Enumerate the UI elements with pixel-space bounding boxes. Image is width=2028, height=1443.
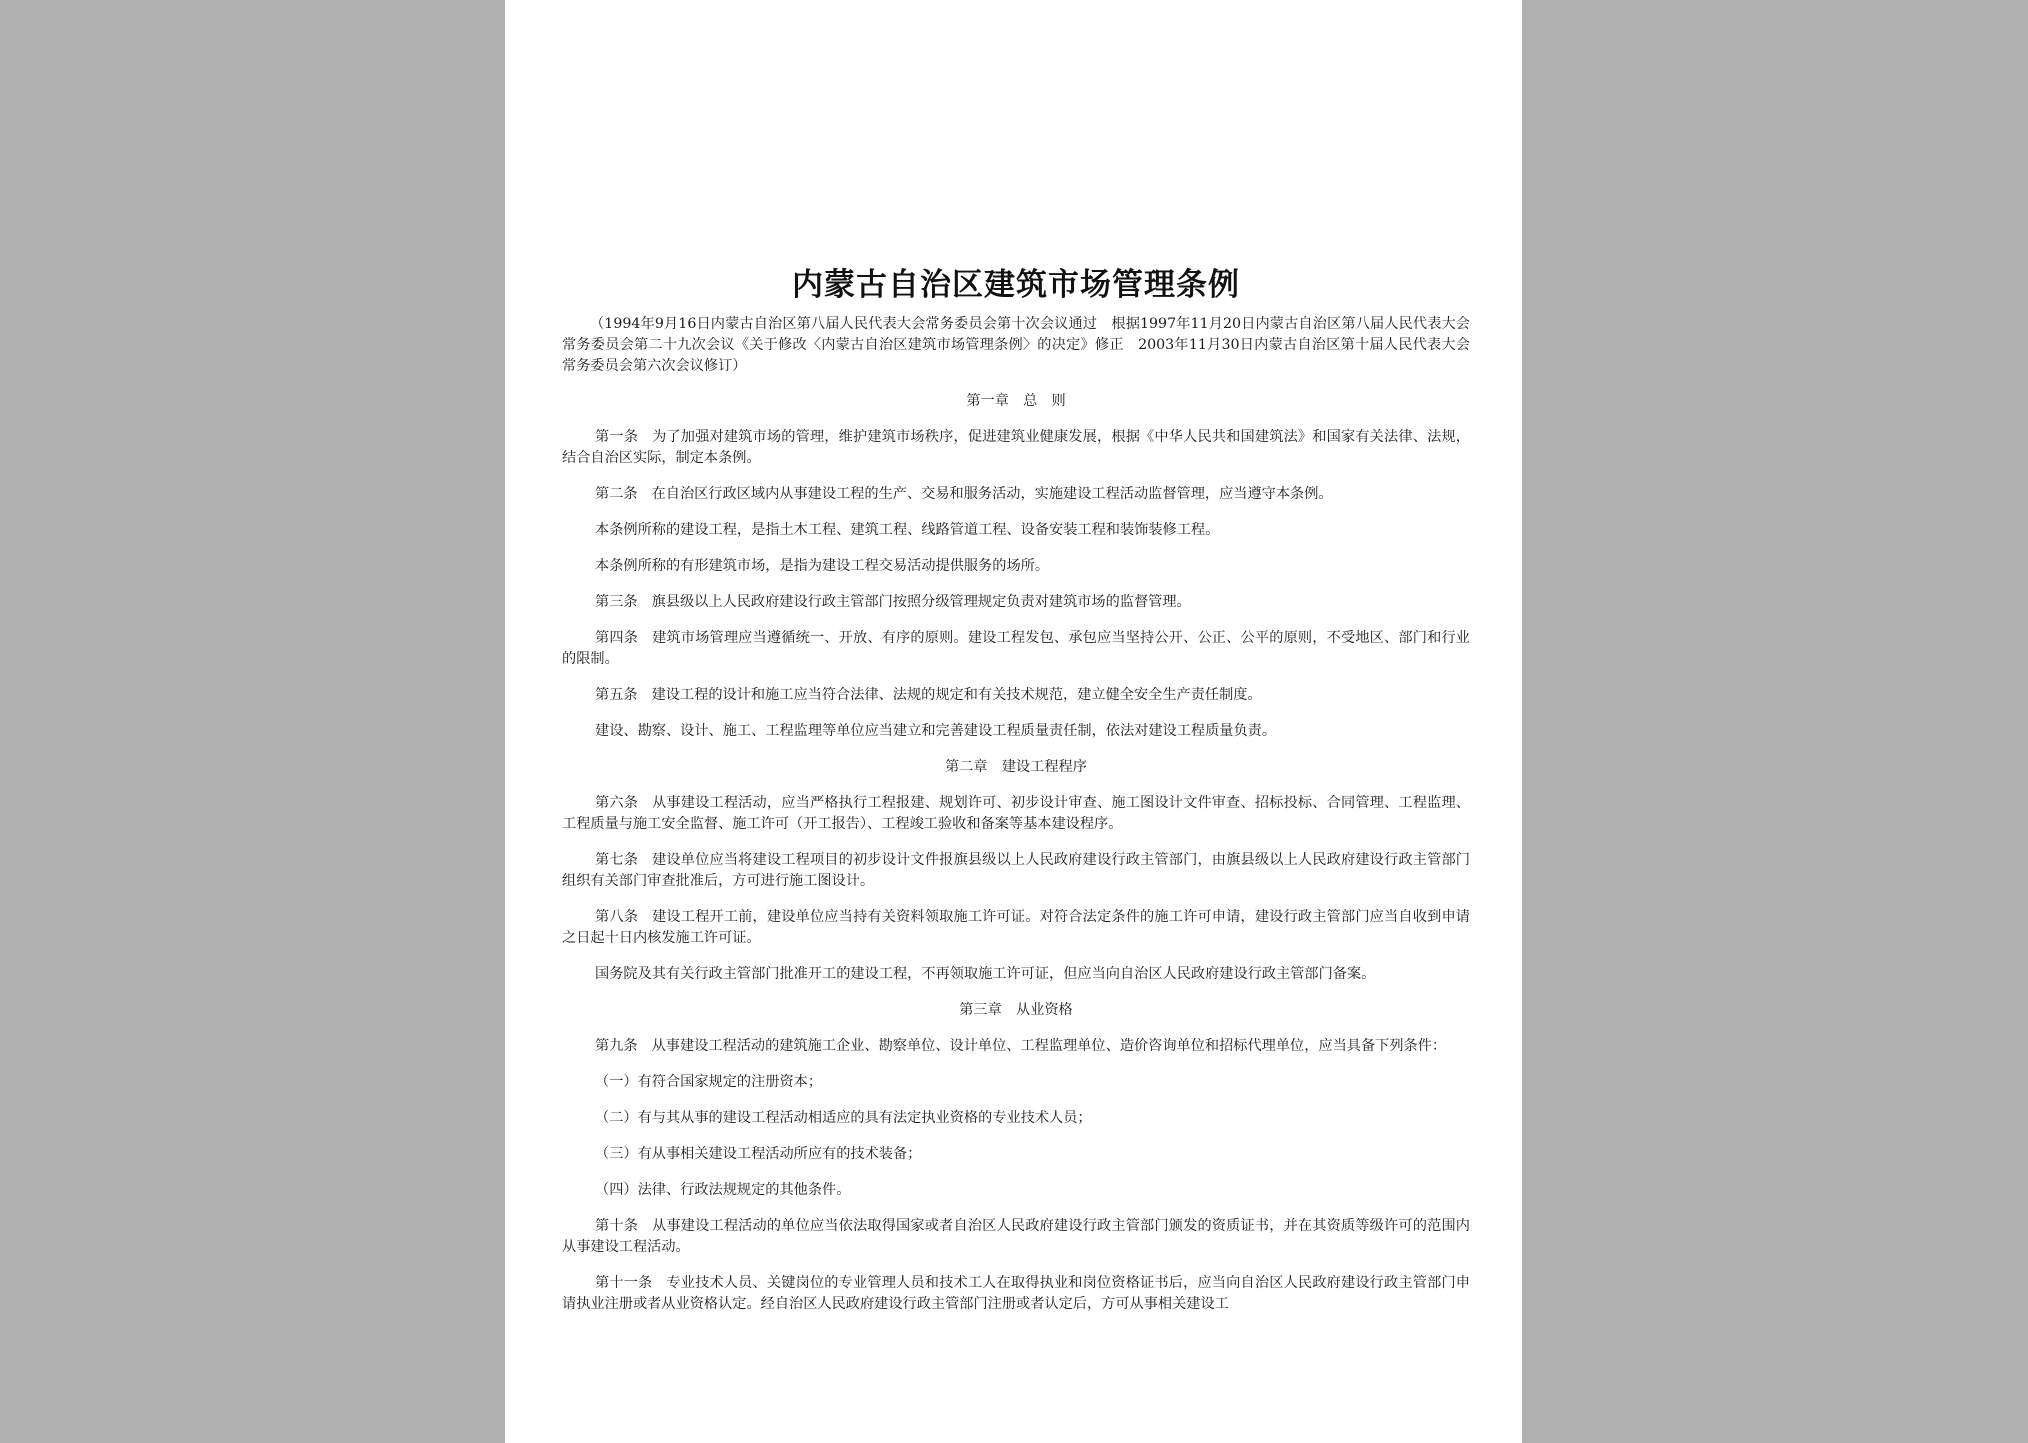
chapter-heading: 第三章 从业资格 (959, 1002, 1073, 1018)
article-number: 第八条 (595, 909, 639, 925)
document-page (505, 0, 1522, 1443)
article-number: 第十条 (595, 1218, 639, 1234)
article-text: 从事建设工程活动，应当严格执行工程报建、规划许可、初步设计审查、施工图设计文件审查、招标投标、合同管理、工程监理、工程质量与施工安全监督、施工许可（开工报告）、工程竣工验收和备案等基本建设程序。 (562, 795, 1470, 832)
article-paragraph (562, 1273, 1470, 1315)
article-paragraph (562, 1144, 1470, 1165)
article-text: 本条例所称的建设工程，是指土木工程、建筑工程、线路管道工程、设备安装工程和装饰装修工程。 (595, 522, 1220, 538)
article-paragraph (562, 907, 1470, 949)
article-paragraph (562, 793, 1470, 835)
article-number: 第十一条 (595, 1275, 653, 1291)
article-paragraph (562, 685, 1470, 706)
article-paragraph (562, 484, 1470, 505)
article-paragraph (562, 427, 1470, 469)
article-number: 第三条 (595, 594, 638, 610)
article-paragraph (562, 721, 1470, 742)
article-text: 建筑市场管理应当遵循统一、开放、有序的原则。建设工程发包、承包应当坚持公开、公正、公平的原则，不受地区、部门和行业的限制。 (562, 630, 1470, 667)
document-adoption-note: （1994年9月16日内蒙古自治区第八届人民代表大会常务委员会第十次会议通过 根据1997年11月20日内蒙古自治区第八届人民代表大会常务委员会第二十九次会议《关于修改〈内蒙古自治区建筑市场管理条例〉的决定》修正 2003年11月30日内蒙古自治区第十届人民代表大会常务委员会第六次会议修订） (562, 316, 1470, 374)
chapter-heading: 第二章 建设工程程序 (945, 759, 1087, 775)
document-title: 内蒙古自治区建筑市场管理条例 (792, 267, 1240, 303)
article-text: 从事建设工程活动的建筑施工企业、勘察单位、设计单位、工程监理单位、造价咨询单位和招标代理单位，应当具备下列条件： (651, 1038, 1447, 1054)
article-paragraph (562, 1036, 1470, 1057)
document-body (562, 391, 1470, 1315)
article-number: 第五条 (595, 687, 638, 703)
article-text: （三）有从事相关建设工程活动所应有的技术装备； (595, 1146, 922, 1162)
article-text: 建设工程的设计和施工应当符合法律、法规的规定和有关技术规范，建立健全安全生产责任制度。 (651, 687, 1262, 703)
article-text: 为了加强对建筑市场的管理，维护建筑市场秩序，促进建筑业健康发展，根据《中华人民共和国建筑法》和国家有关法律、法规，结合自治区实际，制定本条例。 (562, 429, 1470, 466)
article-text: 本条例所称的有形建筑市场，是指为建设工程交易活动提供服务的场所。 (595, 558, 1050, 574)
article-paragraph (562, 520, 1470, 541)
article-paragraph (562, 628, 1470, 670)
article-number: 第六条 (595, 795, 639, 811)
article-paragraph (562, 1180, 1470, 1201)
article-number: 第四条 (595, 630, 639, 646)
article-text: 从事建设工程活动的单位应当依法取得国家或者自治区人民政府建设行政主管部门颁发的资质证书，并在其资质等级许可的范围内从事建设工程活动。 (562, 1218, 1470, 1255)
article-text: （一）有符合国家规定的注册资本； (595, 1074, 823, 1090)
article-paragraph (562, 1072, 1470, 1093)
article-number: 第七条 (595, 852, 639, 868)
article-paragraph (562, 964, 1470, 985)
article-number: 第九条 (595, 1038, 638, 1054)
article-text: （二）有与其从事的建设工程活动相适应的具有法定执业资格的专业技术人员； (595, 1110, 1092, 1126)
article-text: 专业技术人员、关键岗位的专业管理人员和技术工人在取得执业和岗位资格证书后，应当向自治区人民政府建设行政主管部门申请执业注册或者从业资格认定。经自治区人民政府建设行政主管部门注册或者认定后，方可从事相关建设工 (562, 1275, 1470, 1312)
article-text: （四）法律、行政法规规定的其他条件。 (595, 1182, 851, 1198)
article-text: 在自治区行政区域内从事建设工程的生产、交易和服务活动，实施建设工程活动监督管理，应当遵守本条例。 (651, 486, 1333, 502)
article-text: 旗县级以上人民政府建设行政主管部门按照分级管理规定负责对建筑市场的监督管理。 (651, 594, 1191, 610)
article-paragraph (562, 1216, 1470, 1258)
article-text: 建设、勘察、设计、施工、工程监理等单位应当建立和完善建设工程质量责任制，依法对建设工程质量负责。 (595, 723, 1277, 739)
chapter-heading: 第一章 总 则 (966, 393, 1066, 409)
article-number: 第二条 (595, 486, 638, 502)
document-content (562, 262, 1470, 1330)
article-paragraph (562, 1108, 1470, 1129)
article-text: 建设单位应当将建设工程项目的初步设计文件报旗县级以上人民政府建设行政主管部门，由旗县级以上人民政府建设行政主管部门组织有关部门审查批准后，方可进行施工图设计。 (562, 852, 1470, 889)
article-paragraph (562, 556, 1470, 577)
article-number: 第一条 (595, 429, 639, 445)
article-paragraph (562, 592, 1470, 613)
article-text: 国务院及其有关行政主管部门批准开工的建设工程，不再领取施工许可证，但应当向自治区人民政府建设行政主管部门备案。 (595, 966, 1376, 982)
article-text: 建设工程开工前，建设单位应当持有关资料领取施工许可证。对符合法定条件的施工许可申请，建设行政主管部门应当自收到申请之日起十日内核发施工许可证。 (562, 909, 1470, 946)
article-paragraph (562, 850, 1470, 892)
